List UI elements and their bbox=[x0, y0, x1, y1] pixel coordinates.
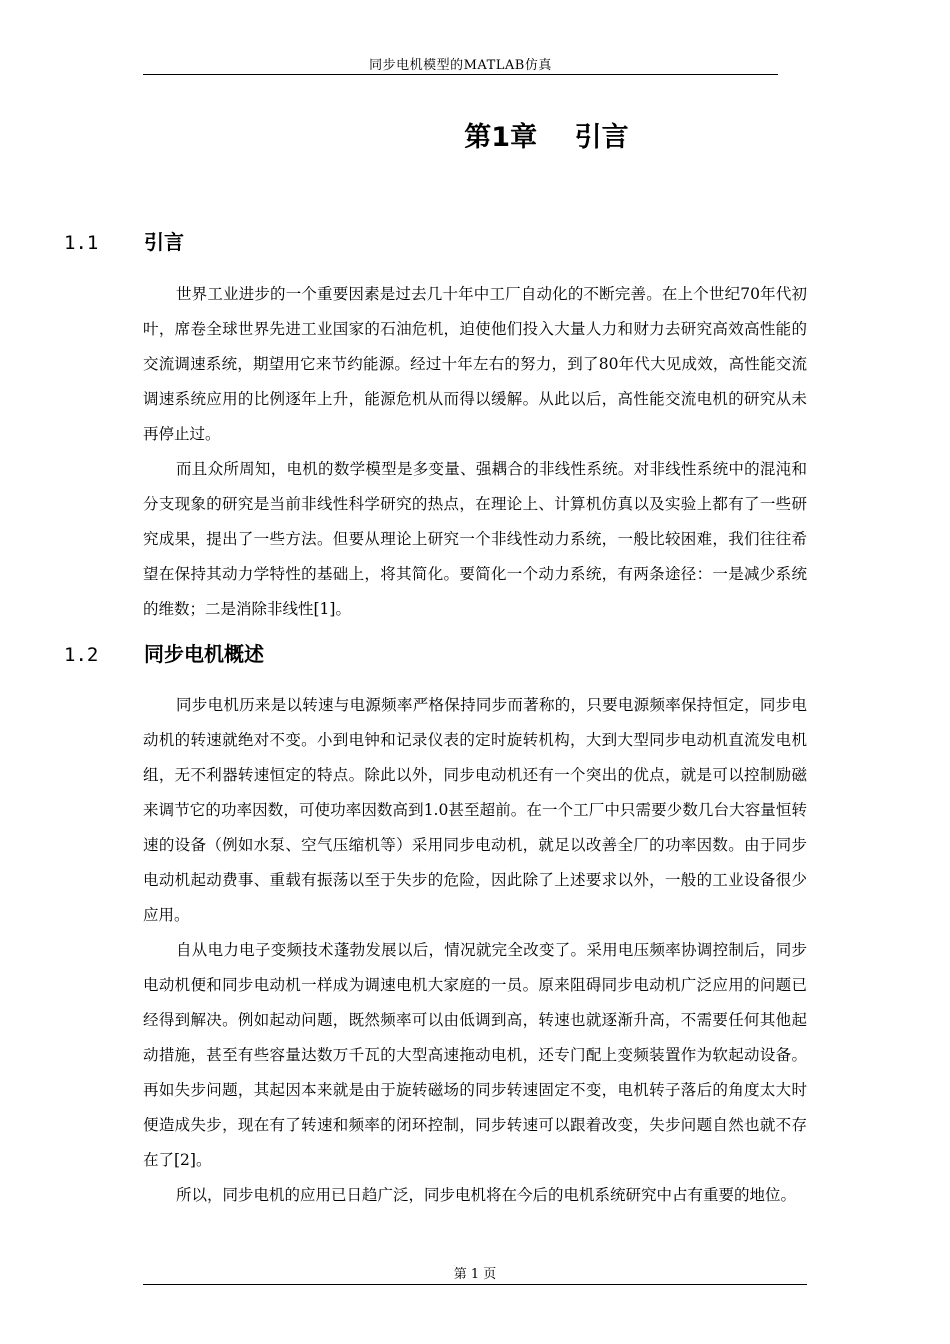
paragraph: 世界工业进步的一个重要因素是过去几十年中工厂自动化的不断完善。在上个世纪70年代初叶，席卷全球世界先进工业国家的石油危机，迫使他们投入大量人力和财力去研究高效高性能的交流调速系统，期望用它来节约能源。经过十年左右的努力，到了80年代大见成效，高性能交流调速系统应用的比例逐年上升，能源危机从而得以缓解。从此以后，高性能交流电机的研究从未再停止过。 bbox=[143, 285, 807, 443]
section-number: 1.1 bbox=[64, 232, 99, 254]
footer-rule bbox=[143, 1284, 807, 1285]
paragraph: 自从电力电子变频技术蓬勃发展以后，情况就完全改变了。采用电压频率协调控制后，同步电动机便和同步电动机一样成为调速电机大家庭的一员。原来阻碍同步电动机广泛应用的问题已经得到解决。例如起动问题，既然频率可以由低调到高，转速也就逐渐升高，不需要任何其他起动措施，甚至有些容量达数万千瓦的大型高速拖动电机，还专门配上变频装置作为软起动设备。再如失步问题，其起因本来就是由于旋转磁场的同步转速固定不变，电机转子落后的角度太大时便造成失步，现在有了转速和频率的闭环控制，同步转速可以跟着改变，失步问题自然也就不存在了[2]。 bbox=[143, 941, 807, 1169]
header-rule bbox=[143, 74, 778, 75]
section-body-1-2 bbox=[143, 688, 807, 1213]
section-heading-1-2 bbox=[64, 639, 824, 670]
paragraph: 同步电机历来是以转速与电源频率严格保持同步而著称的，只要电源频率保持恒定，同步电动机的转速就绝对不变。小到电钟和记录仪表的定时旋转机构，大到大型同步电动机直流发电机组，无不利器转速恒定的特点。除此以外，同步电动机还有一个突出的优点，就是可以控制励磁来调节它的功率因数，可使功率因数高到1.0甚至超前。在一个工厂中只需要少数几台大容量恒转速的设备（例如水泵、空气压缩机等）采用同步电动机，就足以改善全厂的功率因数。由于同步电动机起动费事、重载有振荡以至于失步的危险，因此除了上述要求以外，一般的工业设备很少应用。 bbox=[143, 696, 807, 924]
paragraph: 而且众所周知，电机的数学模型是多变量、强耦合的非线性系统。对非线性系统中的混沌和分支现象的研究是当前非线性科学研究的热点，在理论上、计算机仿真以及实验上都有了一些研究成果，提出了一些方法。但要从理论上研究一个非线性动力系统，一般比较困难，我们往往希望在保持其动力学特性的基础上，将其简化。要简化一个动力系统，有两条途径：一是减少系统的维数；二是消除非线性[1]。 bbox=[143, 460, 807, 618]
page-number: 第 1 页 bbox=[453, 1267, 497, 1282]
running-header: 同步电机模型的MATLAB仿真 bbox=[369, 58, 552, 73]
section-body-1-1 bbox=[143, 277, 807, 627]
section-title: 同步电机概述 bbox=[144, 642, 264, 666]
section-heading-1-1 bbox=[64, 227, 824, 258]
section-title: 引言 bbox=[144, 230, 184, 254]
chapter-title: 第1章 引言 bbox=[464, 122, 629, 153]
paragraph: 所以，同步电机的应用已日趋广泛，同步电机将在今后的电机系统研究中占有重要的地位。 bbox=[176, 1186, 797, 1204]
section-number: 1.2 bbox=[64, 644, 99, 666]
